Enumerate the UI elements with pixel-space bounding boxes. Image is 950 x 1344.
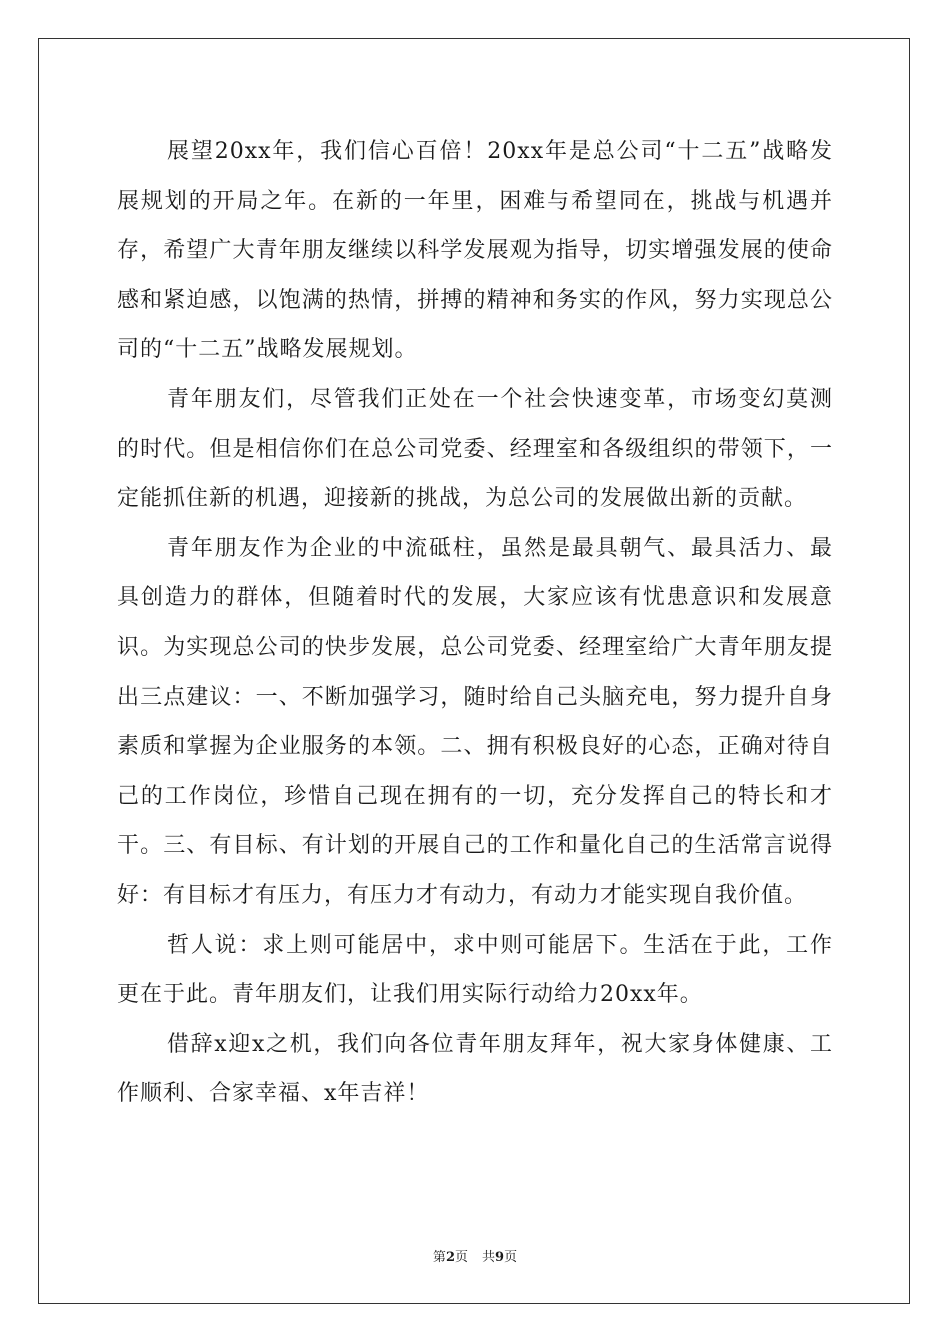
footer-page-number: 2 bbox=[445, 1250, 455, 1265]
footer-page-prefix: 第 bbox=[432, 1250, 446, 1265]
paragraph-youth-era: 青年朋友们，尽管我们正处在一个社会快速变革，市场变幻莫测的时代。但是相信你们在总公司党委、经理室和各级组织的带领下，一定能抓住新的机遇，迎接新的挑战，为总公司的发展做出新的贡献。 bbox=[117, 386, 833, 512]
footer-total-suffix: 页 bbox=[504, 1250, 518, 1265]
paragraph-greetings: 借辞x迎x之机，我们向各位青年朋友拜年，祝大家身体健康、工作顺利、合家幸福、x年吉祥！ bbox=[117, 1031, 833, 1107]
paragraph-philosopher: 哲人说：求上则可能居中，求中则可能居下。生活在于此，工作更在于此。青年朋友们，让我们用实际行动给力20xx年。 bbox=[117, 932, 833, 1008]
page-footer bbox=[0, 1246, 950, 1265]
footer-page-suffix: 页 bbox=[454, 1250, 468, 1265]
footer-total-prefix: 共 bbox=[482, 1250, 496, 1265]
paragraph-outlook: 展望20xx年，我们信心百倍！20xx年是总公司“十二五”战略发展规划的开局之年。在新的一年里，困难与希望同在，挑战与机遇并存，希望广大青年朋友继续以科学发展观为指导，切实增强发展的使命感和紧迫感，以饱满的热情，拼搏的精神和务实的作风，努力实现总公司的“十二五”战略发展规划。 bbox=[117, 139, 833, 363]
document-body bbox=[117, 127, 833, 1119]
paragraph-suggestions: 青年朋友作为企业的中流砥柱，虽然是最具朝气、最具活力、最具创造力的群体，但随着时代的发展，大家应该有忧患意识和发展意识。为实现总公司的快步发展，总公司党委、经理室给广大青年朋友提出三点建议：一、不断加强学习，随时给自己头脑充电，努力提升自身素质和掌握为企业服务的本领。二、拥有积极良好的心态，正确对待自己的工作岗位，珍惜自己现在拥有的一切，充分发挥自己的特长和才干。三、有目标、有计划的开展自己的工作和量化自己的生活常言说得好：有目标才有压力，有压力才有动力，有动力才能实现自我价值。 bbox=[117, 535, 833, 908]
footer-total-pages: 9 bbox=[495, 1250, 505, 1265]
